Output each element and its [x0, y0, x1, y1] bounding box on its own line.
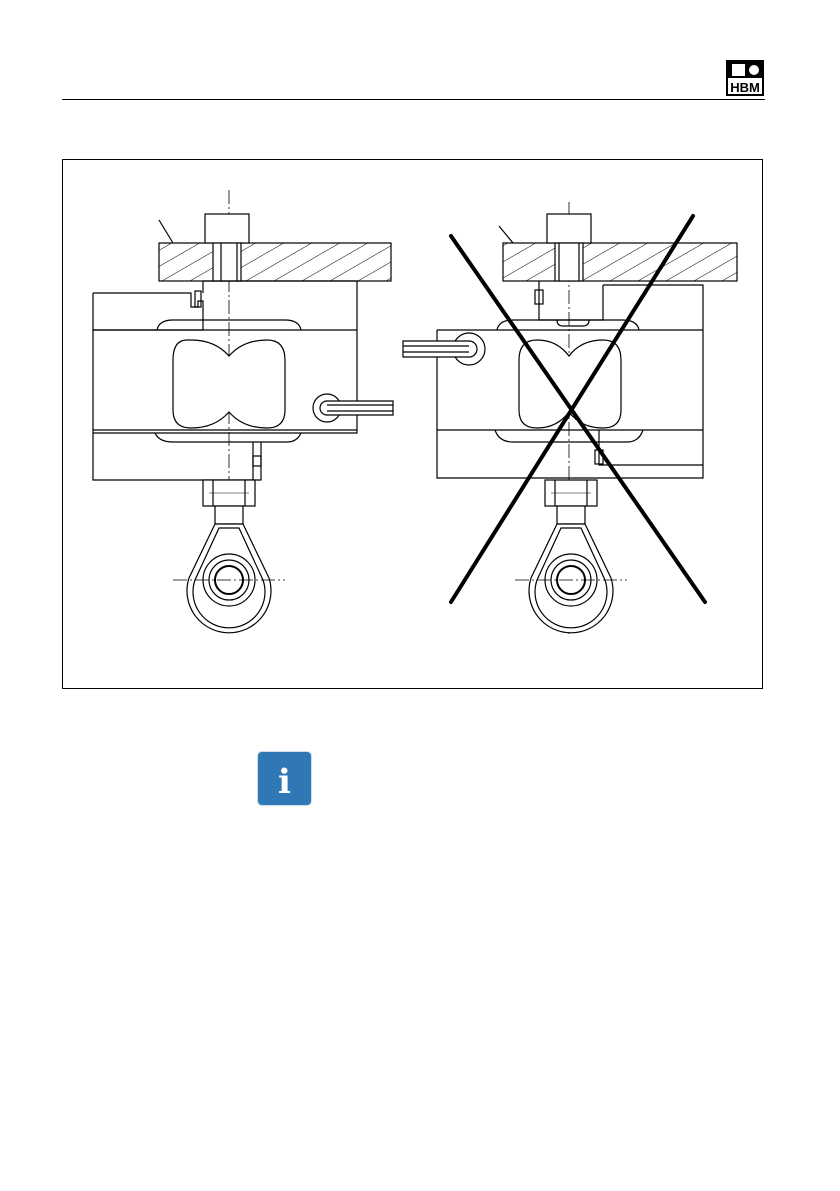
- hbm-logo: [726, 60, 764, 96]
- info-icon: [258, 752, 311, 805]
- header-rule: [62, 99, 765, 100]
- figure-frame: [62, 159, 763, 689]
- incorrect-mounting-drawing: [403, 202, 737, 636]
- logo-text: HBM: [730, 80, 760, 95]
- correct-mounting-drawing: [93, 190, 393, 633]
- info-glyph: i: [278, 762, 291, 802]
